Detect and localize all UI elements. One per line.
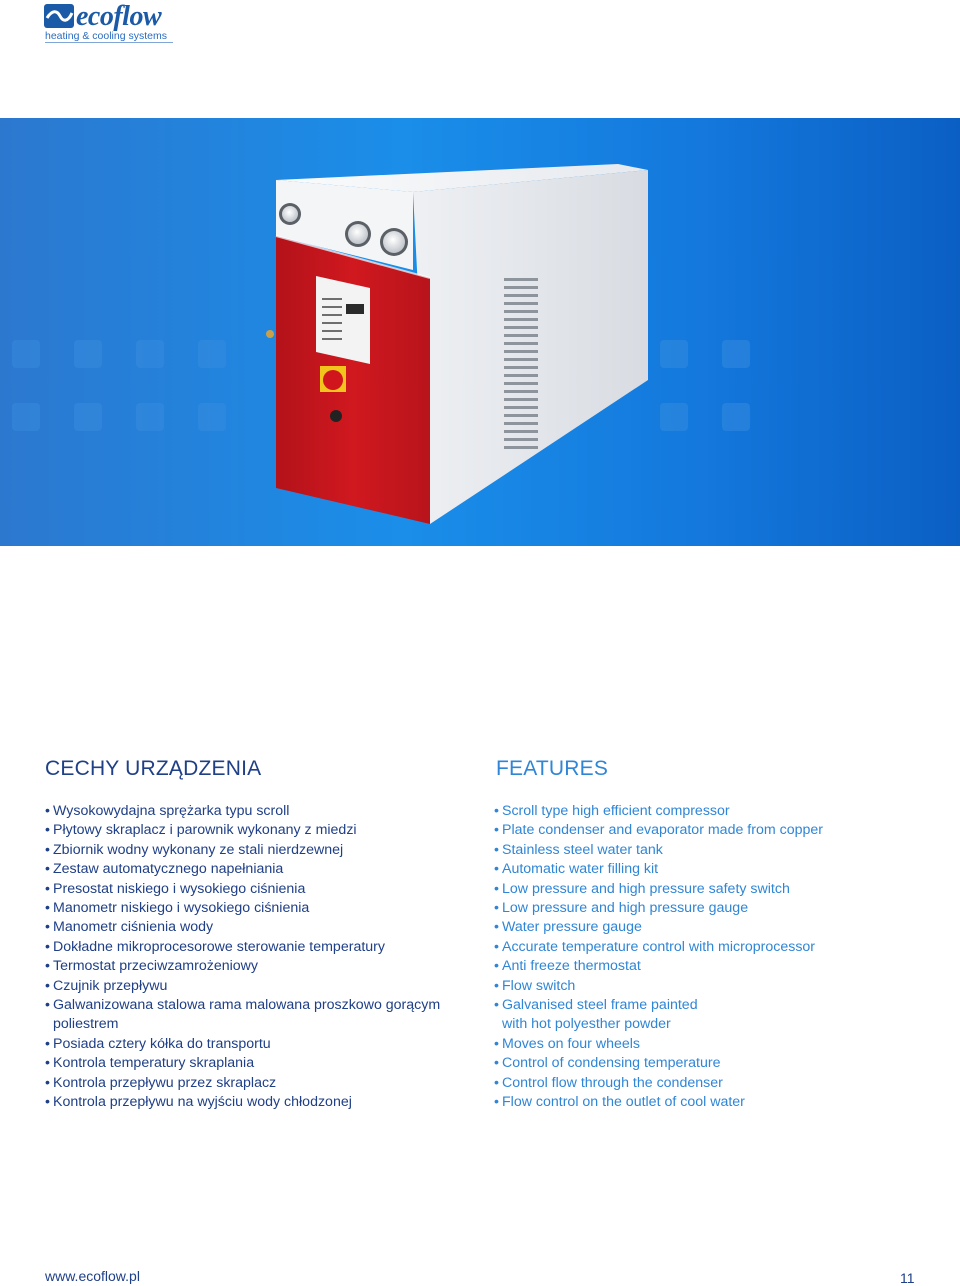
logo-wordmark: ecoflow [76,1,162,32]
list-item: • Płytowy skraplacz i parownik wykonany z miedzi [45,821,475,840]
hero-product-image [0,118,960,546]
list-item: • Control of condensing temperature [494,1054,934,1073]
list-item: • Flow control on the outlet of cool water [494,1093,934,1112]
list-item: • Kontrola przepływu na wyjściu wody chłodzonej [45,1093,475,1112]
list-item: • Termostat przeciwzamrożeniowy [45,957,475,976]
features-list-polish [45,802,475,1113]
list-item: • Presostat niskiego i wysokiego ciśnienia [45,880,475,899]
list-item: • Kontrola przepływu przez skraplacz [45,1074,475,1093]
list-item: • Manometr niskiego i wysokiego ciśnienia [45,899,475,918]
list-item: • Low pressure and high pressure safety switch [494,880,934,899]
logo-tagline: heating & cooling systems [45,30,167,42]
ecoflow-logo[interactable] [44,1,176,44]
list-item: • Water pressure gauge [494,918,934,937]
list-item: • Automatic water filling kit [494,860,934,879]
page-number: 11 [900,1270,915,1286]
section-title-polish: CECHY URZĄDZENIA [45,757,262,780]
list-item: • Accurate temperature control with microprocessor [494,938,934,957]
list-item: • Zbiornik wodny wykonany ze stali nierdzewnej [45,841,475,860]
logo-underline [45,42,173,43]
list-item: • Low pressure and high pressure gauge [494,899,934,918]
features-list-english [494,802,934,1113]
list-item: • Stainless steel water tank [494,841,934,860]
list-item: • Czujnik przepływu [45,977,475,996]
list-item: • Manometr ciśnienia wody [45,918,475,937]
logo-wave-icon [44,4,74,28]
list-item: • Wysokowydajna sprężarka typu scroll [45,802,475,821]
list-item: • Zestaw automatycznego napełniania [45,860,475,879]
chiller-illustration [0,118,960,546]
list-item: • Galvanised steel frame painted with hot polyesther powder [494,996,934,1035]
list-item: • Control flow through the condenser [494,1074,934,1093]
list-item: • Galwanizowana stalowa rama malowana proszkowo gorącym poliestrem [45,996,475,1035]
list-item: • Scroll type high efficient compressor [494,802,934,821]
list-item: • Moves on four wheels [494,1035,934,1054]
footer-website-link[interactable]: www.ecoflow.pl [45,1268,140,1284]
list-item: • Kontrola temperatury skraplania [45,1054,475,1073]
list-item: • Plate condenser and evaporator made from copper [494,821,934,840]
list-item: • Flow switch [494,977,934,996]
section-title-english: FEATURES [496,757,609,780]
list-item: • Anti freeze thermostat [494,957,934,976]
list-item: • Dokładne mikroprocesorowe sterowanie temperatury [45,938,475,957]
list-item: • Posiada cztery kółka do transportu [45,1035,475,1054]
